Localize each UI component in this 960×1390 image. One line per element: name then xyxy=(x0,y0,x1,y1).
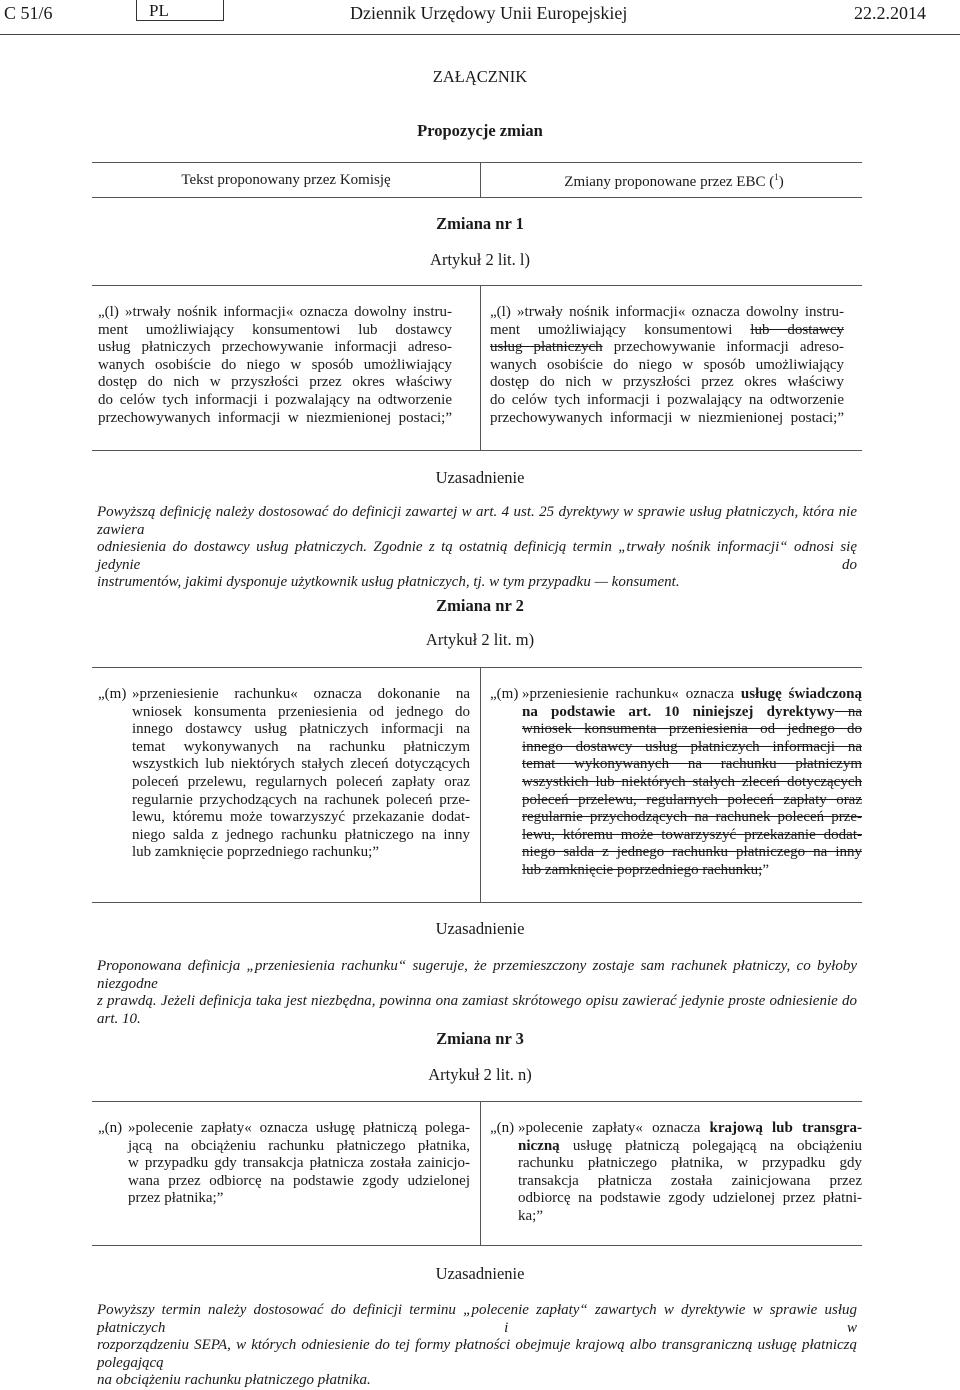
amendment-3-table xyxy=(92,1101,862,1246)
article-reference: Artykuł 2 lit. l) xyxy=(430,250,530,269)
inserted-text: krajową lub transgra- xyxy=(709,1120,863,1136)
justification-text: Powyższą definicję należy dostosować do definicji zawartej w art. 4 ust. 25 dyrektywy w sprawie usług płatniczych, która nie zawiera odniesienia do dostawcy usług płatniczych. Zgodnie z tą ostatnią definicją termin „trwały nośnik informacji“ odnosi się jedynie do instrumentów, jakimi dysponuje użytkownik usług płatniczych, tj. w tym przypadku — konsument. xyxy=(97,504,857,590)
amendment-1-table xyxy=(92,285,862,451)
justification-text: Proponowana definicja „przeniesienia rachunku“ sugeruje, że przemieszczony zostaje sam rachunek płatniczy, co byłoby niezgodne z prawdą. Jeżeli definicja taka jest niezbędna, powinna ona zamiast skrótowego opisu zawierać jedynie proste odniesienie do art. 10. xyxy=(97,958,857,1027)
deleted-text: niego salda z jednego rachunku płatniczego na inny xyxy=(522,844,862,861)
left-column-heading: Tekst proponowany przez Komisję xyxy=(181,172,391,188)
page-header xyxy=(0,0,960,35)
commission-text: »polecenie zapłaty« oznacza usługę płatniczą polega- jącą na obciążeniu rachunku płatniczego płatnika, w przypadku gdy transakcja płatnicza została zainicjo- wana przez odbiorcę na podstawie zgody udzielonej przez płatnika;” xyxy=(128,1120,470,1207)
deleted-text: wniosek konsumenta przeniesienia od jednego do xyxy=(522,721,862,738)
justification-title: Uzasadnienie xyxy=(435,1264,525,1283)
commission-text: „(l) »trwały nośnik informacji« oznacza dowolny instru- ment umożliwiający konsumentowi lub dostawcy usług płatniczych przechowywanie informacji adreso- wanych osobiście do niego w sposób umożliwiający dostęp do nich w przyszłości przez okres właściwy do celów tych informacji i pozwalający na odtworzenie przechowywanych informacji w niezmienionej postaci;” xyxy=(98,304,452,426)
footnote-ref[interactable]: 1 xyxy=(774,172,779,182)
column-headings xyxy=(92,162,862,198)
amendment-title: Zmiana nr 1 xyxy=(436,214,524,233)
deleted-text: lub dostawcy xyxy=(750,321,845,338)
amendment-2-table xyxy=(92,667,862,903)
publication-date: 22.2.2014 xyxy=(854,3,926,23)
language-badge xyxy=(136,0,224,21)
deleted-text: wszystkich lub niektórych stałych zleceń dotyczących xyxy=(522,773,862,790)
deleted-text: poleceń przelewu, regularnych poleceń zapłaty oraz xyxy=(522,791,862,808)
deleted-text: temat wykonywanych na rachunku płatniczym xyxy=(522,756,862,773)
deleted-text: innego dostawcy usług płatniczych informacji na xyxy=(522,738,862,755)
article-reference: Artykuł 2 lit. n) xyxy=(428,1065,532,1084)
language-code: PL xyxy=(149,1,169,20)
deleted-text: lewu, któremu może towarzyszyć przekazanie dodat- xyxy=(522,826,862,843)
deleted-text: na xyxy=(834,703,862,720)
commission-text: »przeniesienie rachunku« oznacza dokonanie na wniosek konsumenta przeniesienia od jednego do innego dostawcy usług płatniczych informacji na temat wykonywanych na rachunku płatniczym wszystkich lub niektórych stałych zleceń dotyczących poleceń przelewu, regularnych poleceń zapłaty oraz regularnie przychodzących na rachunek poleceń prze- lewu, któremu może towarzyszyć przekazanie dodat- niego salda z jednego rachunku płatniczego na inny lub zamknięcie poprzedniego rachunku;” xyxy=(132,686,470,861)
justification-title: Uzasadnienie xyxy=(435,468,525,487)
inserted-text: na podstawie art. 10 niniejszej dyrektywy xyxy=(522,703,835,720)
ecb-text: »przeniesienie rachunku« oznacza usługę świadczoną na podstawie art. 10 niniejszej dyrektywy na wniosek konsumenta przeniesienia od jednego do innego dostawcy usług płatniczych informacji na temat wykonywanych na rachunku płatniczym wszystkich lub niektórych stałych zleceń dotyczących poleceń przelewu, regularnych poleceń zapłaty oraz regularnie przychodzących na rachunek poleceń prze- lewu, któremu może towarzyszyć przekazanie dodat- niego salda z jednego rachunku płatniczego na inny lub zamknięcie poprzedniego rachunku;” xyxy=(522,686,862,878)
ecb-text: »polecenie zapłaty« oznacza krajową lub transgra- niczną usługę płatniczą polegającą na obciążeniu rachunku płatniczego płatnika, w przypadku gdy transakcja płatnicza została zainicjowana przez odbiorcę na podstawie zgody udzielonej przez płatni- ka;” xyxy=(518,1120,863,1224)
amendment-title: Zmiana nr 2 xyxy=(436,596,524,615)
deleted-text: lub zamknięcie poprzedniego rachunku; xyxy=(522,861,763,878)
page-reference: C 51/6 xyxy=(4,3,53,23)
document-title: Propozycje zmian xyxy=(417,121,543,140)
item-label: „(n) xyxy=(490,1120,515,1136)
article-reference: Artykuł 2 lit. m) xyxy=(425,630,535,649)
item-label: „(m) xyxy=(98,686,127,702)
inserted-text: niczną xyxy=(518,1137,560,1154)
right-column-heading: Zmiany proponowane przez EBC ($^1$) xyxy=(564,172,784,190)
deleted-text: regularnie przychodzących na rachunek poleceń prze- xyxy=(522,809,862,826)
justification-text: Powyższy termin należy dostosować do definicji terminu „polecenie zapłaty“ zawartych w dyrektywie w sprawie usług płatniczych i w rozporządzeniu SEPA, w których odniesienie do tej formy płatności obejmuje krajową albo transgraniczną usługę płatniczą polegającą na obciążeniu rachunku płatniczego płatnika. xyxy=(97,1302,857,1388)
journal-title: Dziennik Urzędowy Unii Europejskiej xyxy=(350,3,628,23)
justification-title: Uzasadnienie xyxy=(435,919,525,938)
item-label: „(n) xyxy=(98,1120,123,1136)
deleted-text: usług płatniczych xyxy=(490,339,603,356)
annex-title: ZAŁĄCZNIK xyxy=(432,67,528,86)
amendment-title: Zmiana nr 3 xyxy=(436,1029,524,1048)
inserted-text: usługę świadczoną xyxy=(740,686,862,702)
ecb-text: „(l) »trwały nośnik informacji« oznacza dowolny instru- ment umożliwiający konsumentowi lub dostawcy usług płatniczych przechowywanie informacji adreso- wanych osobiście do niego w sposób umożliwiający dostęp do nich w przyszłości przez okres właściwy do celów tych informacji i pozwalający na odtworzenie przechowywanych informacji w niezmienionej postaci;” xyxy=(490,304,845,426)
item-label: „(m) xyxy=(490,686,519,702)
